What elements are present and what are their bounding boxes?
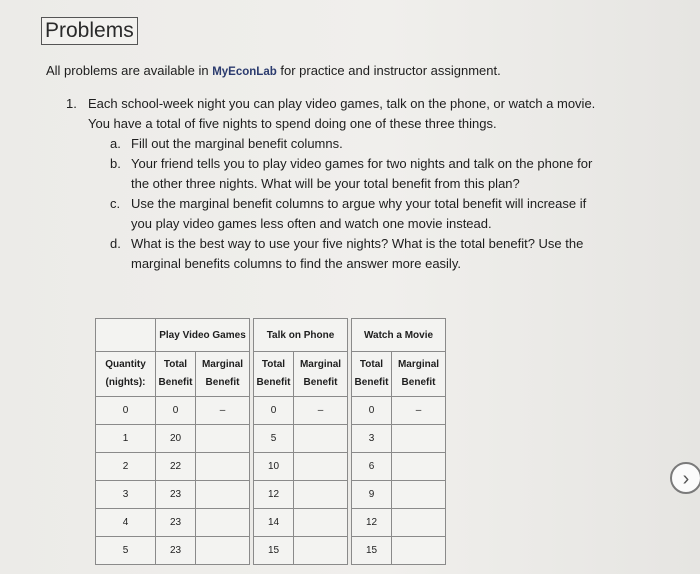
vg-marginal-cell: – xyxy=(196,397,250,425)
phone-total-cell: 14 xyxy=(254,509,294,537)
vg-total-cell: 0 xyxy=(156,397,196,425)
part-letter: d. xyxy=(110,236,121,251)
section-title: Problems xyxy=(41,17,138,45)
group-header-row xyxy=(96,319,446,352)
intro-text-after: for practice and instructor assignment. xyxy=(276,63,501,78)
phone-total-cell: 12 xyxy=(254,481,294,509)
part-c xyxy=(110,194,601,234)
quantity-cell: 3 xyxy=(96,481,156,509)
phone-marginal-cell xyxy=(294,509,348,537)
movie-total-cell: 15 xyxy=(352,537,392,565)
total-benefit-header: Total Benefit xyxy=(254,352,294,397)
vg-marginal-cell xyxy=(196,481,250,509)
group-header-video-games: Play Video Games xyxy=(156,319,250,352)
table-row xyxy=(96,509,446,537)
phone-total-cell: 10 xyxy=(254,453,294,481)
myeconlab-brand: MyEconLab xyxy=(212,66,277,78)
corner-cell xyxy=(96,319,156,352)
movie-marginal-cell xyxy=(392,537,446,565)
phone-total-cell: 5 xyxy=(254,425,294,453)
table-row xyxy=(96,397,446,425)
marginal-benefit-header: Marginal Benefit xyxy=(196,352,250,397)
movie-marginal-cell: – xyxy=(392,397,446,425)
movie-marginal-cell xyxy=(392,425,446,453)
table-row xyxy=(96,537,446,565)
movie-marginal-cell xyxy=(392,453,446,481)
part-text: Your friend tells you to play video games for two nights and talk on the phone for the other three nights. What will be your total benefit from this plan? xyxy=(131,156,593,191)
part-letter: a. xyxy=(110,136,121,151)
vg-total-cell: 23 xyxy=(156,537,196,565)
benefit-table xyxy=(95,318,446,565)
intro-text-before: All problems are available in xyxy=(46,63,213,78)
quantity-cell: 0 xyxy=(96,397,156,425)
quantity-cell: 2 xyxy=(96,453,156,481)
table-row xyxy=(96,425,446,453)
quantity-cell: 5 xyxy=(96,537,156,565)
group-header-phone: Talk on Phone xyxy=(254,319,348,352)
part-letter: b. xyxy=(110,156,121,171)
vg-total-cell: 23 xyxy=(156,481,196,509)
marginal-benefit-header: Marginal Benefit xyxy=(392,352,446,397)
movie-total-cell: 12 xyxy=(352,509,392,537)
marginal-benefit-header: Marginal Benefit xyxy=(294,352,348,397)
problem-stem: Each school-week night you can play video games, talk on the phone, or watch a movie. You have a total of five nights to spend doing one of these three things. xyxy=(88,96,596,131)
chevron-right-icon: › xyxy=(682,468,690,490)
movie-total-cell: 9 xyxy=(352,481,392,509)
part-a xyxy=(110,134,601,154)
part-text: Fill out the marginal benefit columns. xyxy=(131,136,343,151)
phone-marginal-cell xyxy=(294,453,348,481)
table-row xyxy=(96,481,446,509)
phone-marginal-cell xyxy=(294,425,348,453)
total-benefit-header: Total Benefit xyxy=(352,352,392,397)
movie-marginal-cell xyxy=(392,481,446,509)
quantity-header: Quantity (nights): xyxy=(96,352,156,397)
part-text: What is the best way to use your five nights? What is the total benefit? Use the marginal benefits columns to find the answer more easily. xyxy=(131,236,584,271)
quantity-cell: 4 xyxy=(96,509,156,537)
table-row xyxy=(96,453,446,481)
vg-total-cell: 20 xyxy=(156,425,196,453)
next-button[interactable] xyxy=(670,462,700,494)
phone-marginal-cell xyxy=(294,537,348,565)
movie-total-cell: 0 xyxy=(352,397,392,425)
group-header-movie: Watch a Movie xyxy=(352,319,446,352)
movie-total-cell: 6 xyxy=(352,453,392,481)
vg-marginal-cell xyxy=(196,453,250,481)
intro-line xyxy=(46,63,501,78)
movie-total-cell: 3 xyxy=(352,425,392,453)
movie-marginal-cell xyxy=(392,509,446,537)
part-b xyxy=(110,154,601,194)
total-benefit-header: Total Benefit xyxy=(156,352,196,397)
phone-marginal-cell: – xyxy=(294,397,348,425)
phone-total-cell: 15 xyxy=(254,537,294,565)
vg-marginal-cell xyxy=(196,425,250,453)
problem-1 xyxy=(66,94,601,274)
phone-marginal-cell xyxy=(294,481,348,509)
vg-marginal-cell xyxy=(196,509,250,537)
vg-marginal-cell xyxy=(196,537,250,565)
part-d xyxy=(110,234,601,274)
column-header-row xyxy=(96,352,446,397)
quantity-cell: 1 xyxy=(96,425,156,453)
vg-total-cell: 23 xyxy=(156,509,196,537)
vg-total-cell: 22 xyxy=(156,453,196,481)
problem-number: 1. xyxy=(66,96,77,111)
part-text: Use the marginal benefit columns to argue why your total benefit will increase if you play video games less often and watch one movie instead. xyxy=(131,196,587,231)
phone-total-cell: 0 xyxy=(254,397,294,425)
part-letter: c. xyxy=(110,196,121,211)
